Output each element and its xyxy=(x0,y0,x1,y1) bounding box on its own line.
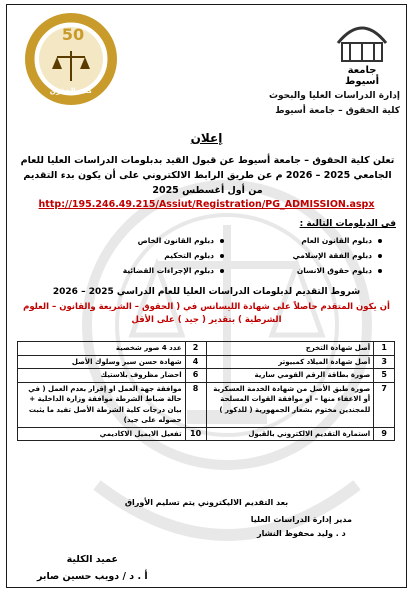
requirement-cell: شهادة حسن سير وسلوك الأصل xyxy=(18,355,186,369)
table-row xyxy=(18,342,395,356)
row-number: 3 xyxy=(374,355,395,369)
submission-note: بعد التقديم الاليكتروني يتم تسليم الأوراق xyxy=(124,498,289,507)
table-row xyxy=(18,355,395,369)
university-logo-text: جامعة أسيوط xyxy=(345,65,379,87)
registration-link[interactable]: http://195.246.49.215/Assiut/Registration/PG_ADMISSION.aspx xyxy=(38,199,375,210)
row-number: 6 xyxy=(185,369,206,383)
diplomas-column-left xyxy=(94,233,224,278)
dean-signature xyxy=(37,551,148,585)
table-row xyxy=(18,427,395,441)
manager-title: مدير إدارة الدراسات العليا xyxy=(250,515,352,524)
list-item: دبلوم القانون العام xyxy=(262,233,382,248)
page-title: إعلان xyxy=(190,131,223,145)
list-item: دبلوم الإجراءات القضائية xyxy=(94,263,224,278)
row-number: 4 xyxy=(185,355,206,369)
faculty-name: كلية الحقوق – جامعة أسيوط xyxy=(275,106,400,116)
conditions-title: شروط التقديم لدبلومات الدراسات العليا للعام الدراسي 2025 – 2026 xyxy=(52,287,361,297)
requirement-cell: تفعيل الايميل الاكاديمي xyxy=(18,427,186,441)
logo-anniversary-number: 50 xyxy=(61,25,85,44)
manager-name: د . وليد محفوظ النشار xyxy=(257,529,346,538)
list-item: دبلوم الفقة الإسلامي xyxy=(262,248,382,263)
page-header xyxy=(7,5,406,125)
announcement-page xyxy=(6,4,407,588)
requirement-cell: صورة طبق الأصل من شهادة الخدمة العسكرية أو الاعفاء منها – او موافقة القوات المسلحة للمجندين مختوم بشعار الجمهورية ( للذكور ) xyxy=(206,382,374,427)
table-row xyxy=(18,382,395,427)
table-row xyxy=(18,369,395,383)
row-number: 8 xyxy=(185,382,206,427)
requirement-cell: صورة بطاقة الرقم القومي سارية xyxy=(206,369,374,383)
row-number: 9 xyxy=(374,427,395,441)
logo-faculty-label: كلية الحقوق xyxy=(49,87,93,95)
diplomas-heading: في الدبلومات التالية : xyxy=(299,219,396,229)
requirement-cell: احضار مظروف بلاستيك xyxy=(18,369,186,383)
row-number: 1 xyxy=(374,342,395,356)
announcement-intro: تعلن كلية الحقوق – جامعة أسيوط عن قبول القيد بدبلومات الدراسات العليا للعام الجامعي 2025 – 2026 م عن طريق الرابط الالكتروني على أن يكون بدء التقديم من أول أغسطس 2025 xyxy=(20,155,395,196)
manager-signature xyxy=(251,513,352,541)
list-item: دبلوم حقوق الانسان xyxy=(262,263,382,278)
requirement-cell: موافقة جهة العمل او إقرار بعدم العمل ( في حالة ضباط الشرطة موافقة وزارة الداخلية + بيان درجات كلية الشرطة الأصل تفيد ما يثبت حصوله على جيد) xyxy=(18,382,186,427)
requirement-cell: أصل شهادة الميلاد كمبيوتر xyxy=(206,355,374,369)
list-item: دبلوم القانون الخاص xyxy=(94,233,224,248)
dean-name: أ . د / دويب حسين صابر xyxy=(37,571,148,582)
diplomas-list xyxy=(7,233,406,283)
requirement-cell: عدد 4 صور شخصية xyxy=(18,342,186,356)
row-number: 10 xyxy=(185,427,206,441)
row-number: 5 xyxy=(374,369,395,383)
diplomas-column-right xyxy=(262,233,382,278)
requirement-cell: أصل شهادة التخرج xyxy=(206,342,374,356)
department-name: إدارة الدراسات العليا والبحوث xyxy=(268,91,400,101)
row-number: 2 xyxy=(185,342,206,356)
requirements-table xyxy=(17,341,395,441)
row-number: 7 xyxy=(374,382,395,427)
conditions-requirement: أن يكون المتقدم حاصلاً على شهادة الليسانس في ( الحقوق – الشريعة والقانون – العلوم الشرطية ) بتقدير ( جيد ) على الأقل xyxy=(23,302,390,325)
dean-title: عميد الكلية xyxy=(66,554,119,565)
header-text xyxy=(269,89,400,119)
requirement-cell: استمارة التقديم الالكتروني بالقبول xyxy=(206,427,374,441)
list-item: دبلوم التحكيم xyxy=(94,248,224,263)
